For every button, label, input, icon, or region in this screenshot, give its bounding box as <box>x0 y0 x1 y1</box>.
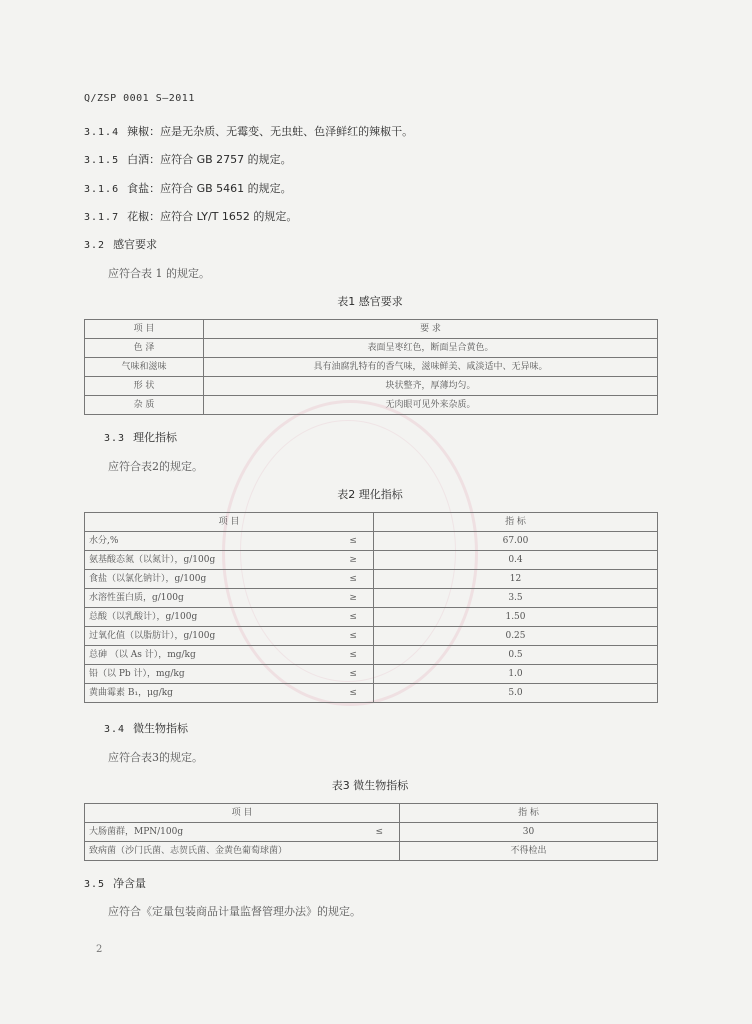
section-3-2-paragraph: 应符合表 1 的规定。 <box>108 267 210 280</box>
section-number: 3.3 <box>104 433 126 444</box>
section-3-3-paragraph: 应符合表2的规定。 <box>108 460 203 473</box>
table-row <box>85 842 658 861</box>
table-cell: 色 泽 <box>85 339 204 358</box>
section-number: 3.5 <box>84 879 106 890</box>
table-row <box>85 551 658 570</box>
clause-number: 3.1.4 <box>84 127 120 138</box>
table-cell: 30 <box>400 823 658 842</box>
standard-code-header: Q/ZSP 0001 S—2011 <box>84 93 195 104</box>
table-cell: 1.50 <box>374 608 658 627</box>
clause-text: 辣椒：应是无杂质、无霉变、无虫蛀、色泽鲜红的辣椒干。 <box>127 125 414 138</box>
table-header-cell: 项 目 <box>85 320 204 339</box>
comparison-symbol: ≤ <box>333 532 373 551</box>
table3-microbiological <box>84 803 658 861</box>
table-header-row <box>85 320 658 339</box>
section-3-2-heading <box>84 236 157 252</box>
table1-sensory <box>84 319 658 415</box>
table-cell: 0.4 <box>374 551 658 570</box>
table-cell: 总酸（以乳酸计），g/100g <box>85 608 334 627</box>
table-cell: 致病菌（沙门氏菌、志贺氏菌、金黄色葡萄球菌） <box>85 842 360 861</box>
table-header-cell: 项 目 <box>85 513 374 532</box>
section-3-3-heading <box>104 429 177 445</box>
table-cell: 杂 质 <box>85 396 204 415</box>
table-row <box>85 665 658 684</box>
table-row <box>85 339 658 358</box>
table-cell: 表面呈枣红色，断面呈合黄色。 <box>204 339 658 358</box>
comparison-symbol: ≤ <box>333 570 373 589</box>
section-title: 微生物指标 <box>133 722 189 735</box>
section-number: 3.4 <box>104 724 126 735</box>
table-cell: 3.5 <box>374 589 658 608</box>
table-cell: 1.0 <box>374 665 658 684</box>
table-cell: 0.25 <box>374 627 658 646</box>
section-3-5-paragraph: 应符合《定量包装商品计量监督管理办法》的规定。 <box>108 905 361 918</box>
table-cell: 食盐（以氯化钠计），g/100g <box>85 570 334 589</box>
comparison-symbol <box>359 842 399 861</box>
comparison-symbol: ≥ <box>333 589 373 608</box>
comparison-symbol: ≤ <box>359 823 399 842</box>
table2-physicochemical <box>84 512 658 703</box>
comparison-symbol: ≤ <box>333 646 373 665</box>
table-cell: 黄曲霉素 B₁，μg/kg <box>85 684 334 703</box>
table-cell: 具有油腐乳特有的香气味，滋味鲜美、咸淡适中、无异味。 <box>204 358 658 377</box>
table-row <box>85 646 658 665</box>
table2-caption: 表2 理化指标 <box>337 488 403 501</box>
table-cell: 大肠菌群，MPN/100g <box>85 823 360 842</box>
section-title: 感官要求 <box>113 238 158 251</box>
table-cell: 总砷 （以 As 计），mg/kg <box>85 646 334 665</box>
table-row <box>85 358 658 377</box>
clause-number: 3.1.5 <box>84 155 120 166</box>
clause-3-1-6 <box>84 180 292 196</box>
table3-caption: 表3 微生物指标 <box>331 779 409 792</box>
table-cell: 气味和滋味 <box>85 358 204 377</box>
table-row <box>85 608 658 627</box>
table-cell: 块状整齐，厚薄均匀。 <box>204 377 658 396</box>
table-row <box>85 570 658 589</box>
clause-text: 食盐：应符合 GB 5461 的规定。 <box>127 182 292 195</box>
table-cell: 水溶性蛋白质，g/100g <box>85 589 334 608</box>
table1-caption: 表1 感官要求 <box>337 295 403 308</box>
section-number: 3.2 <box>84 240 106 251</box>
comparison-symbol: ≤ <box>333 608 373 627</box>
clause-3-1-4 <box>84 123 413 139</box>
clause-text: 花椒：应符合 LY/T 1652 的规定。 <box>127 210 298 223</box>
table-cell: 铅（以 Pb 计），mg/kg <box>85 665 334 684</box>
table-row <box>85 377 658 396</box>
table-header-cell: 要 求 <box>204 320 658 339</box>
table-cell: 5.0 <box>374 684 658 703</box>
table-cell: 形 状 <box>85 377 204 396</box>
table-row <box>85 823 658 842</box>
table-header-row <box>85 513 658 532</box>
section-3-4-heading <box>104 720 188 736</box>
table-row <box>85 589 658 608</box>
table-cell: 不得检出 <box>400 842 658 861</box>
clause-number: 3.1.6 <box>84 184 120 195</box>
comparison-symbol: ≤ <box>333 684 373 703</box>
table-cell: 67.00 <box>374 532 658 551</box>
comparison-symbol: ≤ <box>333 665 373 684</box>
table-row <box>85 684 658 703</box>
table-header-row <box>85 804 658 823</box>
table-cell: 12 <box>374 570 658 589</box>
section-3-4-paragraph: 应符合表3的规定。 <box>108 751 203 764</box>
table-header-cell: 指 标 <box>400 804 658 823</box>
section-title: 净含量 <box>113 877 147 890</box>
section-title: 理化指标 <box>133 431 178 444</box>
comparison-symbol: ≥ <box>333 551 373 570</box>
table-row <box>85 627 658 646</box>
table-cell: 氨基酸态氮（以氮计），g/100g <box>85 551 334 570</box>
clause-number: 3.1.7 <box>84 212 120 223</box>
table-row <box>85 396 658 415</box>
table-cell: 水分,% <box>85 532 334 551</box>
table-cell: 过氧化值（以脂肪计），g/100g <box>85 627 334 646</box>
table-cell: 无肉眼可见外来杂质。 <box>204 396 658 415</box>
clause-3-1-5 <box>84 151 292 167</box>
table-row <box>85 532 658 551</box>
table-header-cell: 指 标 <box>374 513 658 532</box>
table-cell: 0.5 <box>374 646 658 665</box>
page-number: 2 <box>96 944 103 955</box>
table-header-cell: 项 目 <box>85 804 400 823</box>
section-3-5-heading <box>84 875 146 891</box>
clause-3-1-7 <box>84 208 297 224</box>
comparison-symbol: ≤ <box>333 627 373 646</box>
clause-text: 白酒：应符合 GB 2757 的规定。 <box>127 153 292 166</box>
